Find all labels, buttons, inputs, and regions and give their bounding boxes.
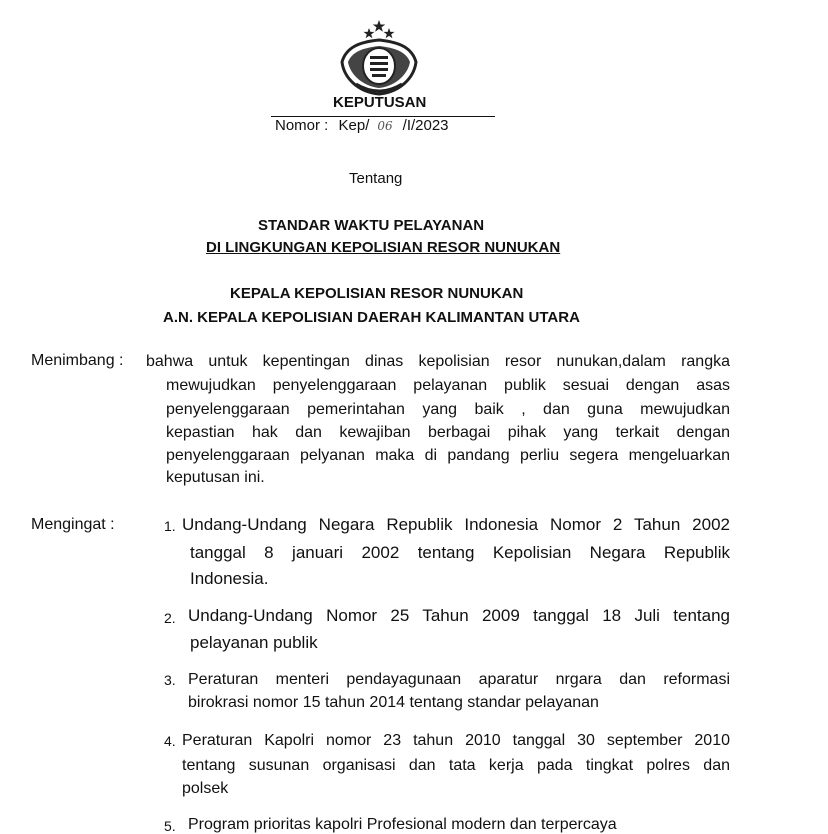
mengingat-item-line: Peraturan Kapolri nomor 23 tahun 2010 tanggal 30 september 2010 <box>182 732 730 749</box>
mengingat-item-line: Undang-Undang Negara Republik Indonesia Nomor 2 Tahun 2002 <box>182 515 730 534</box>
mengingat-item-line: pelayanan publik <box>190 633 318 652</box>
menimbang-label: Menimbang : <box>31 352 124 369</box>
document-title: KEPUTUSAN <box>333 94 427 111</box>
subject-line-1: STANDAR WAKTU PELAYANAN <box>258 217 485 234</box>
subject-line-2: DI LINGKUNGAN KEPOLISIAN RESOR NUNUKAN <box>206 239 561 256</box>
mengingat-item-line: polsek <box>182 780 229 797</box>
mengingat-item-line: Undang-Undang Nomor 25 Tahun 2009 tanggal 18 Juli tentang <box>188 606 730 625</box>
menimbang-line: mewujudkan penyelenggaraan pelayanan publik sesuai dengan asas <box>166 377 730 394</box>
menimbang-line: keputusan ini. <box>166 469 265 486</box>
tentang-label: Tentang <box>349 170 403 187</box>
mengingat-item-line: Program prioritas kapolri Profesional modern dan terpercaya <box>188 816 617 833</box>
mengingat-item-number: 3. <box>164 672 176 688</box>
nomor-prefix: Nomor : <box>275 117 329 134</box>
mengingat-item-line: tanggal 8 januari 2002 tentang Kepolisian Negara Republik <box>190 543 730 562</box>
authority-line-2: A.N. KEPALA KEPOLISIAN DAERAH KALIMANTAN UTARA <box>163 309 580 326</box>
mengingat-item-line: Peraturan menteri pendayagunaan aparatur nrgara dan reformasi <box>188 671 730 688</box>
mengingat-item-line: Indonesia. <box>190 569 269 588</box>
document-number <box>275 117 449 134</box>
mengingat-item-number: 5. <box>164 818 176 834</box>
police-emblem-icon <box>336 18 422 98</box>
mengingat-item-line: birokrasi nomor 15 tahun 2014 tentang standar pelayanan <box>188 694 599 711</box>
authority-line-1: KEPALA KEPOLISIAN RESOR NUNUKAN <box>230 285 524 302</box>
nomor-handwritten: 06 <box>377 119 393 133</box>
menimbang-line: bahwa untuk kepentingan dinas kepolisian resor nunukan,dalam rangka <box>146 353 730 370</box>
mengingat-item-number: 2. <box>164 610 176 626</box>
menimbang-line: kepastian hak dan kewajiban berbagai pihak yang terkait dengan <box>166 424 730 441</box>
menimbang-line: penyelenggaraan pelyanan maka di pandang perliu segera mengeluarkan <box>166 447 730 464</box>
menimbang-line: penyelenggaraan pemerintahan yang baik , dan guna mewujudkan <box>166 401 730 418</box>
nomor-suffix: /I/2023 <box>402 117 449 134</box>
mengingat-label: Mengingat : <box>31 516 115 533</box>
mengingat-item-number: 4. <box>164 733 176 749</box>
nomor-kep: Kep/ <box>338 117 370 134</box>
mengingat-item-number: 1. <box>164 518 176 534</box>
mengingat-item-line: tentang susunan organisasi dan tata kerja pada tingkat polres dan <box>182 757 730 774</box>
